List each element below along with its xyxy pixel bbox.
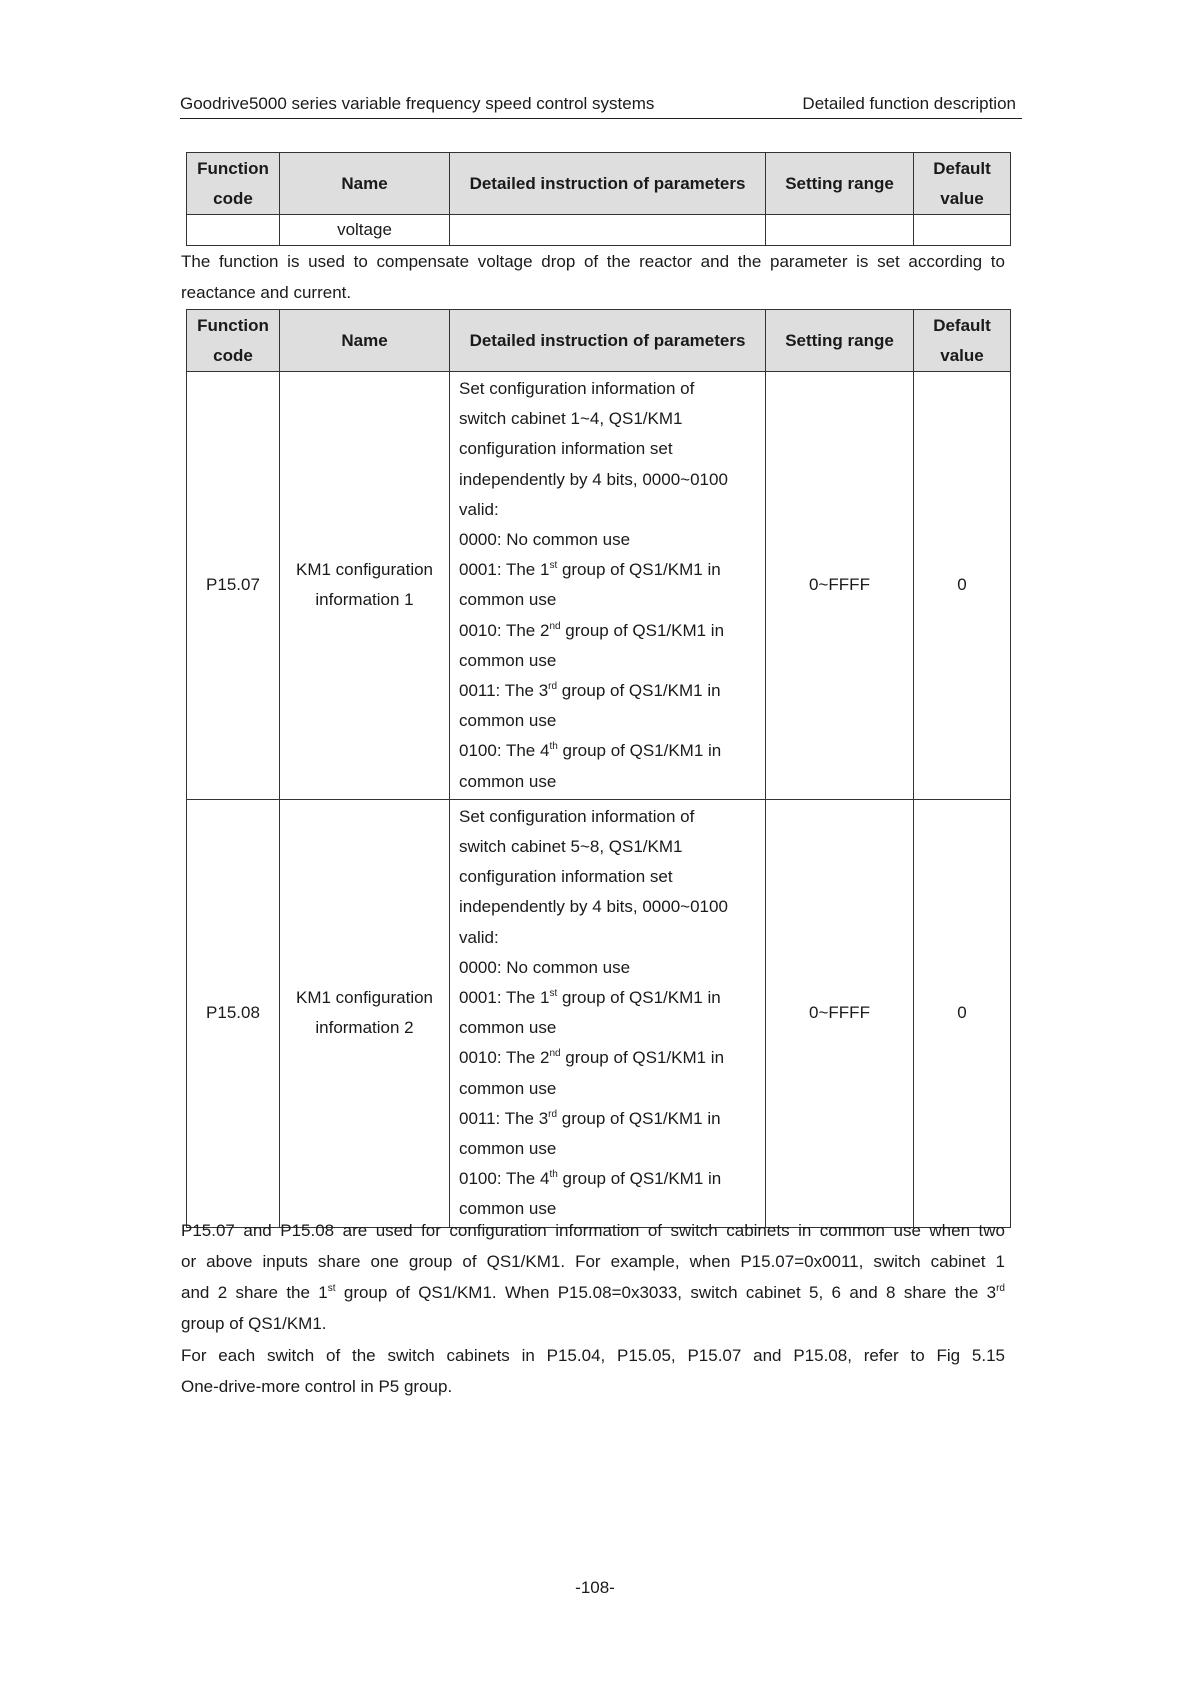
cell-range: 0~FFFF bbox=[766, 372, 914, 800]
header-section: Detailed function description bbox=[802, 94, 1016, 113]
cell-code: P15.08 bbox=[187, 799, 280, 1227]
header-name: Name bbox=[280, 153, 450, 215]
parameter-table-continued bbox=[186, 152, 1011, 246]
header-detail: Detailed instruction of parameters bbox=[450, 153, 766, 215]
header-name: Name bbox=[280, 310, 450, 372]
page-number: -108- bbox=[575, 1578, 615, 1597]
paragraph-reference: For each switch of the switch cabinets in P15.04, P15.05, P15.07 and P15.08, refer to Fig 5.15 One-drive-more control in P5 group. bbox=[181, 1346, 1005, 1396]
header-default-value: Default value bbox=[914, 153, 1011, 215]
cell-range: 0~FFFF bbox=[766, 799, 914, 1227]
header-setting-range: Setting range bbox=[766, 153, 914, 215]
table-row bbox=[187, 215, 1011, 246]
cell-default: 0 bbox=[914, 372, 1011, 800]
page-header bbox=[180, 92, 1022, 119]
cell-default bbox=[914, 215, 1011, 246]
cell-code: P15.07 bbox=[187, 372, 280, 800]
cell-detail: Set configuration information of switch cabinet 5~8, QS1/KM1 configuration information set independently by 4 bits, 0000~0100 valid: 0000: No common use 0001: The 1st group of QS1/KM1 in common use 0010: The 2nd group of QS1/KM1 in common use 0011: The 3rd group of QS1/KM1 in common use 0100: The 4th group of QS1/KM1 in common use bbox=[450, 799, 766, 1227]
cell-range bbox=[766, 215, 914, 246]
header-title: Goodrive5000 series variable frequency speed control systems bbox=[180, 94, 655, 113]
paragraph-compensation: The function is used to compensate voltage drop of the reactor and the parameter is set according to reactance and current. bbox=[181, 252, 1005, 302]
header-function-code: Function code bbox=[187, 310, 280, 372]
cell-default: 0 bbox=[914, 799, 1011, 1227]
cell-code bbox=[187, 215, 280, 246]
table-row-p15-08 bbox=[187, 799, 1011, 1227]
cell-detail bbox=[450, 215, 766, 246]
header-function-code: Function code bbox=[187, 153, 280, 215]
paragraph-common-use: P15.07 and P15.08 are used for configuration information of switch cabinets in common use when two or above inputs share one group of QS1/KM1. For example, when P15.07=0x0011, switch cabinet 1 and 2 share the 1st group of QS1/KM1. When P15.08=0x3033, switch cabinet 5, 6 and 8 share the 3rd group of QS1/KM1. bbox=[181, 1221, 1005, 1333]
table-row-p15-07 bbox=[187, 372, 1011, 800]
cell-name: voltage bbox=[280, 215, 450, 246]
table-header-row bbox=[187, 153, 1011, 215]
header-default-value: Default value bbox=[914, 310, 1011, 372]
header-detail: Detailed instruction of parameters bbox=[450, 310, 766, 372]
cell-detail: Set configuration information of switch cabinet 1~4, QS1/KM1 configuration information set independently by 4 bits, 0000~0100 valid: 0000: No common use 0001: The 1st group of QS1/KM1 in common use 0010: The 2nd group of QS1/KM1 in common use 0011: The 3rd group of QS1/KM1 in common use 0100: The 4th group of QS1/KM1 in common use bbox=[450, 372, 766, 800]
header-setting-range: Setting range bbox=[766, 310, 914, 372]
cell-name: KM1 configuration information 1 bbox=[280, 372, 450, 800]
table-header-row bbox=[187, 310, 1011, 372]
cell-name: KM1 configuration information 2 bbox=[280, 799, 450, 1227]
parameter-table bbox=[186, 309, 1011, 1228]
